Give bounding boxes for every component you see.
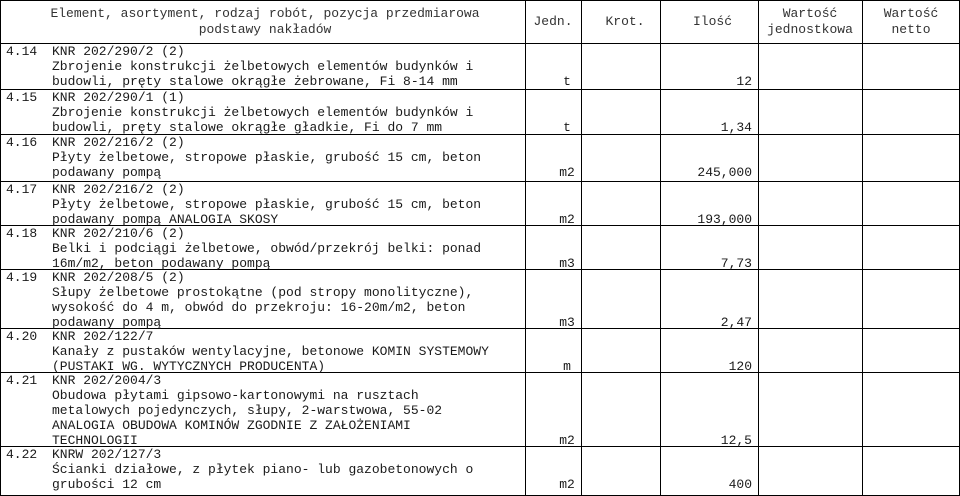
row-number: 4.15: [6, 90, 38, 105]
row-quantity: 7,73: [720, 256, 752, 271]
row-description-line: budowli, pręty stalowe okrągłe gładkie, Fi do 7 mm: [52, 120, 443, 135]
row-quantity: 12: [736, 74, 752, 89]
header-description-line2: podstawy nakładów: [198, 22, 332, 37]
row-description-line: grubości 12 cm: [52, 477, 162, 492]
header-unit: [525, 0, 581, 44]
row-code: KNR 202/290/1 (1): [52, 90, 185, 105]
header-net-value-line1: Wartość: [883, 6, 939, 21]
row-description-line: Kanały z pustaków wentylacyjne, betonowe KOMIN SYSTEMOWY: [52, 344, 489, 359]
row-quantity: 120: [728, 359, 752, 374]
header-unit-value-line1: Wartość: [782, 6, 838, 21]
row-unit: t: [563, 120, 571, 135]
header-quantity-label: Ilość: [692, 14, 732, 29]
row-description-line: Zbrojenie konstrukcji żelbetowych elementów budynków i: [52, 105, 474, 120]
row-description-line: Słupy żelbetowe prostokątne (pod stropy monolityczne),: [52, 285, 474, 300]
row-description-line: metalowych pojedynczych, słupy, 2-warstwowa, 55-02: [52, 403, 443, 418]
header-net-value-line2: netto: [891, 22, 931, 37]
row-quantity: 245,000: [697, 165, 752, 180]
row-code: KNR 202/216/2 (2): [52, 182, 185, 197]
row-number: 4.19: [6, 270, 38, 285]
row-number: 4.21: [6, 373, 38, 388]
row-code: KNRW 202/127/3: [52, 447, 162, 462]
row-unit: m2: [559, 477, 575, 492]
row-unit: m2: [559, 212, 575, 227]
row-description-line: Belki i podciągi żelbetowe, obwód/przekrój belki: ponad: [52, 241, 482, 256]
row-number: 4.17: [6, 182, 38, 197]
row-description-line: ANALOGIA OBUDOWA KOMINÓW ZGODNIE Z ZAŁOŻENIAMI: [52, 418, 411, 433]
header-description-line1: Element, asortyment, rodzaj robót, pozycja przedmiarowa: [50, 6, 480, 21]
row-code: KNR 202/216/2 (2): [52, 135, 185, 150]
row-unit: m2: [559, 433, 575, 448]
row-code: KNR 202/290/2 (2): [52, 44, 185, 59]
row-code: KNR 202/208/5 (2): [52, 270, 185, 285]
row-unit: t: [563, 74, 571, 89]
row-description-line: Zbrojenie konstrukcji żelbetowych elementów budynków i: [52, 59, 474, 74]
row-number: 4.20: [6, 329, 38, 344]
row-description-line: podawany pompą ANALOGIA SKOSY: [52, 212, 279, 227]
row-unit: m: [563, 359, 571, 374]
column-divider: [862, 0, 863, 496]
row-quantity: 1,34: [720, 120, 752, 135]
row-description-line: budowli, pręty stalowe okrągłe żebrowane, Fi 8-14 mm: [52, 74, 458, 89]
row-quantity: 12,5: [720, 433, 752, 448]
row-description-line: Płyty żelbetowe, stropowe płaskie, grubość 15 cm, beton: [52, 150, 482, 165]
row-code: KNR 202/122/7: [52, 329, 154, 344]
row-description-line: Obudowa płytami gipsowo-kartonowymi na rusztach: [52, 388, 419, 403]
row-description-line: TECHNOLOGII: [52, 433, 138, 448]
row-description-line: podawany pompą: [52, 315, 162, 330]
row-number: 4.16: [6, 135, 38, 150]
row-description-line: Ścianki działowe, z płytek piano- lub gazobetonowych o: [52, 462, 474, 477]
row-quantity: 2,47: [720, 315, 752, 330]
row-unit: m2: [559, 165, 575, 180]
row-unit: m3: [559, 256, 575, 271]
header-description: [0, 0, 530, 44]
header-krot-label: Krot.: [605, 14, 645, 29]
column-divider: [758, 0, 759, 496]
row-code: KNR 202/210/6 (2): [52, 226, 185, 241]
header-unit-value-line2: jednostkowa: [767, 22, 853, 37]
column-divider: [660, 0, 661, 496]
row-description-line: wysokość do 4 m, obwód do przekroju: 16-20m/m2, beton: [52, 300, 466, 315]
row-quantity: 193,000: [697, 212, 752, 227]
header-unit-value: [758, 0, 862, 44]
header-unit-label: Jedn.: [533, 14, 573, 29]
row-description-line: podawany pompą: [52, 165, 162, 180]
header-net-value: [862, 0, 960, 44]
table-top-border: [0, 0, 960, 1]
row-number: 4.18: [6, 226, 38, 241]
row-description-line: 16m/m2, beton podawany pompą: [52, 256, 271, 271]
row-description-line: (PUSTAKI WG. WYTYCZNYCH PRODUCENTA): [52, 359, 326, 374]
row-description-line: Płyty żelbetowe, stropowe płaskie, grubość 15 cm, beton: [52, 197, 482, 212]
row-quantity: 400: [728, 477, 752, 492]
header-krot: [590, 0, 660, 44]
header-quantity: [670, 0, 755, 44]
row-unit: m3: [559, 315, 575, 330]
row-number: 4.22: [6, 447, 38, 462]
row-code: KNR 202/2004/3: [52, 373, 162, 388]
column-divider: [525, 0, 526, 496]
column-divider: [0, 0, 1, 496]
row-number: 4.14: [6, 44, 38, 59]
